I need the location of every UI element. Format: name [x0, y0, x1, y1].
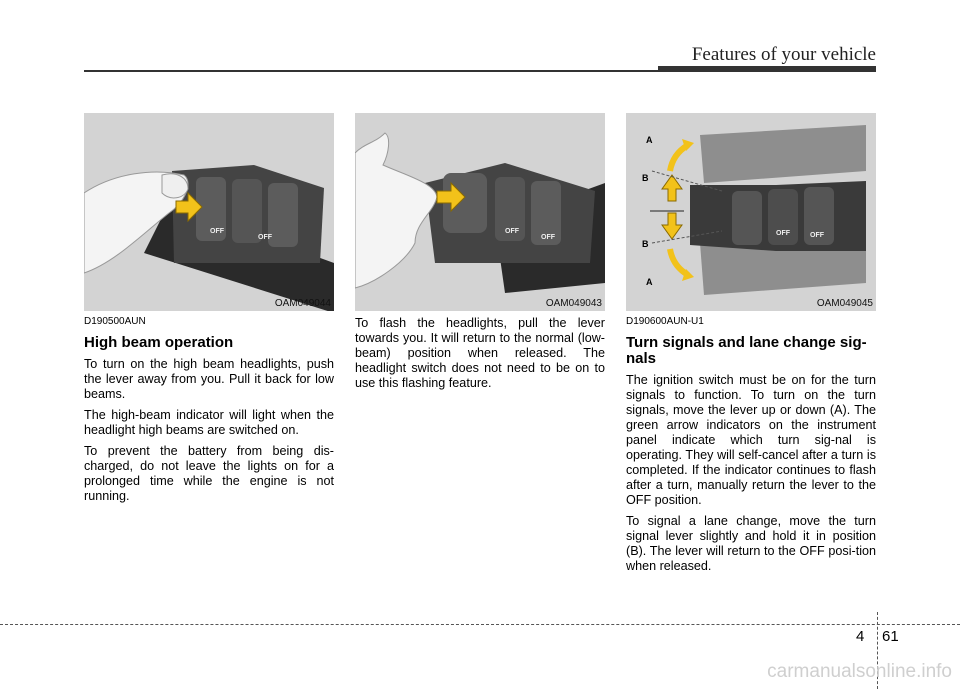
figure-high-beam: [84, 113, 334, 311]
lever-off-label: OFF: [258, 234, 272, 241]
lever-off-label: OFF: [505, 228, 519, 235]
body-paragraph: To signal a lane change, move the turn signal lever slightly and hold it in position (B). The lever will return to the OFF posi-tion when released.: [626, 514, 876, 573]
section-code: D190500AUN: [84, 316, 146, 327]
section-code: D190600AUN-U1: [626, 316, 704, 327]
column-turn-signals: [626, 316, 876, 580]
figure-flash: [355, 113, 605, 311]
figure-flash-illustration: [355, 113, 605, 311]
body-paragraph: To flash the headlights, pull the lever towards you. It will return to the normal (low-beam) position when released. The headlight switch does not need to be on to use this flashing feature.: [355, 316, 605, 390]
label-a: A: [646, 135, 653, 145]
section-heading: High beam operation: [84, 334, 234, 351]
watermark: carmanualsonline.info: [767, 661, 952, 682]
lever-off-label: OFF: [210, 228, 224, 235]
column-flash: [355, 316, 605, 397]
figure-code: OAM049044: [274, 298, 331, 309]
figure-code: OAM049043: [545, 298, 602, 309]
figure-high-beam-illustration: [84, 113, 334, 311]
header-title: Features of your vehicle: [691, 44, 876, 65]
column-high-beam: [84, 316, 334, 510]
body-paragraph: The high-beam indicator will light when the headlight high beams are switched on.: [84, 408, 334, 437]
body-paragraph: To prevent the battery from being dis-charged, do not leave the lights on for a prolonged time while the engine is not running.: [84, 444, 334, 503]
section-heading: Turn signals and lane change sig-nals: [626, 334, 867, 367]
body-paragraph: The ignition switch must be on for the turn signals to function. To turn on the turn signals, move the lever up or down (A). The green arrow indicators on the instrument panel indicate which turn sig-nal is operating. They will self-cancel after a turn is completed. If the indicator continues to flash after a turn, manually return the lever to the OFF position.: [626, 373, 876, 507]
figure-turn-signals-illustration: [626, 113, 876, 311]
page-number: 61: [882, 628, 899, 645]
header-rule-accent: [658, 66, 876, 72]
lever-off-label: OFF: [776, 230, 790, 237]
lever-off-label: OFF: [810, 232, 824, 239]
label-a: A: [646, 277, 653, 287]
label-b: B: [642, 239, 649, 249]
footer-rule: [0, 624, 960, 625]
body-paragraph: To turn on the high beam headlights, push the lever away from you. Pull it back for low beams.: [84, 357, 334, 401]
figure-turn-signals: [626, 113, 876, 311]
lever-off-label: OFF: [541, 234, 555, 241]
page-chapter: 4: [856, 628, 865, 645]
label-b: B: [642, 173, 649, 183]
figure-code: OAM049045: [816, 298, 873, 309]
